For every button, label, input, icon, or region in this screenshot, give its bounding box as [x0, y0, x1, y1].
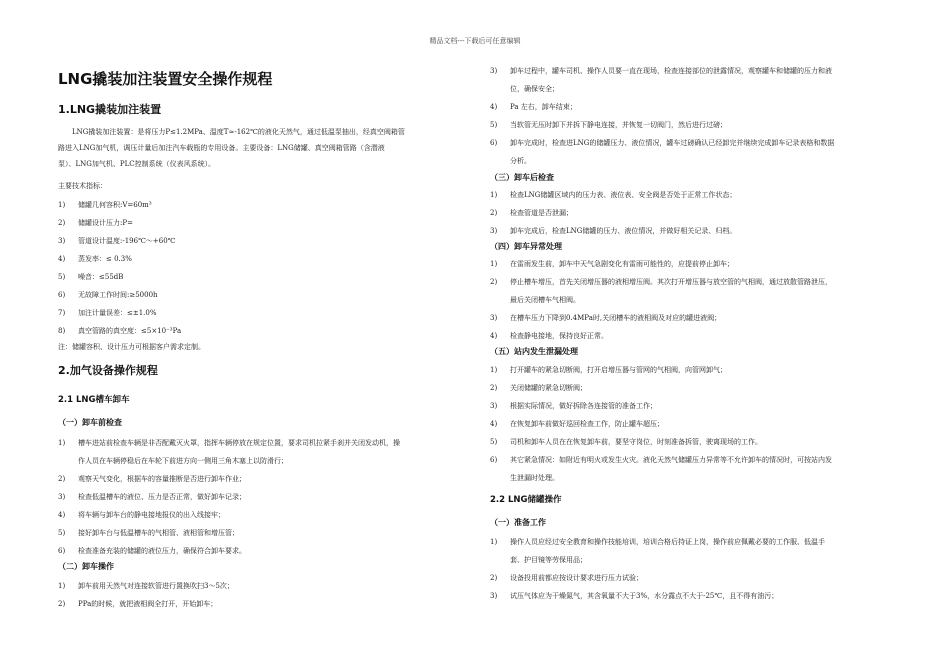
spec-item — [58, 250, 132, 268]
spec-item — [58, 214, 133, 232]
procedure-item — [490, 222, 736, 240]
group-1-heading: （一）卸车前检查 — [58, 418, 122, 427]
spec-item — [58, 232, 176, 250]
procedure-item — [58, 488, 246, 506]
item-text: Pa 左右，卸车结束； — [510, 103, 577, 111]
procedure-item — [490, 415, 664, 433]
item-number: 2) — [490, 384, 498, 392]
item-text: 接好卸车台与低温槽车的气相管、液相管和增压管； — [78, 529, 239, 537]
item-number: 3) — [490, 402, 498, 410]
item-number: 6) — [58, 547, 66, 555]
section-2-1-heading: 2.1 LNG槽车卸车 — [58, 395, 130, 405]
item-text: 检查管道是否泄漏； — [510, 209, 573, 217]
item-text: 关闭储罐的紧急切断阀； — [510, 384, 587, 392]
item-text: 设备投用前都应按设计要求进行压力试验； — [510, 574, 643, 582]
item-text: 打开罐车的紧急切断阀，打开启增压器与管网的气相阀，向管网卸气； — [510, 366, 727, 374]
item-number: 5) — [58, 529, 66, 537]
intro-paragraph-line-2: 路进入LNG加气机，调压计量后加注汽车载瓶的专用设备。主要设备：LNG储罐、真空阀箱管路（含潜液 — [58, 144, 385, 152]
item-text: 检查LNG储罐区域内的压力表、液位表、安全阀是否处于正常工作状态； — [510, 191, 737, 199]
spec-intro: 主要技术指标： — [58, 182, 107, 190]
procedure-item — [58, 470, 246, 488]
group-6-heading: （一）准备工作 — [490, 518, 546, 527]
item-number: 7) — [58, 309, 66, 317]
item-text: 检查低温槽车的液位、压力是否正常，做好卸车记录； — [78, 493, 246, 501]
item-number: 3) — [490, 67, 498, 75]
item-text: 真空管路的真空度：≤5×10⁻³Pa — [78, 327, 182, 335]
procedure-item — [490, 587, 778, 605]
item-text: 卸车完成后，检查LNG储罐的压力、液位情况，并做好相关记录、归档。 — [510, 227, 737, 235]
procedure-item — [490, 186, 736, 204]
group-2-heading: （二）卸车操作 — [58, 562, 114, 571]
item-number: 3) — [58, 237, 66, 245]
procedure-item — [490, 451, 832, 469]
item-number: 1) — [58, 201, 66, 209]
item-text: 在雷雨发生前，卸车中天气急剧变化有雷雨可能性的，应提前停止卸车； — [510, 260, 734, 268]
item-text: 卸车前用天然气对连接软管进行置换吹扫3～5次； — [78, 582, 234, 590]
procedure-item — [58, 542, 246, 560]
procedure-item-continuation: 作人员在车辆停稳后在车轮下前进方向一侧用三角木塞上以防滑行； — [78, 457, 288, 465]
item-number: 4) — [58, 511, 66, 519]
item-number: 8) — [58, 327, 66, 335]
item-number: 3) — [490, 227, 498, 235]
item-number: 5) — [490, 121, 498, 129]
item-text: 卸车完成时，检查进LNG的储罐压力、液位情况，罐车过磅确认已经卸完并继续完成卸车记录表格和数据 — [510, 139, 835, 147]
item-number: 4) — [58, 255, 66, 263]
section-2-2-heading: 2.2 LNG储罐操作 — [490, 495, 562, 505]
procedure-item-continuation: 生泄漏时处理。 — [510, 474, 559, 482]
item-number: 2) — [58, 219, 66, 227]
item-text: 观察天气变化，根据车的容量推断是否进行卸车作业； — [78, 475, 246, 483]
group-4-heading: （四）卸车异常处理 — [490, 242, 562, 251]
item-text: 操作人员应经过安全教育和操作技能培训，培训合格后持证上岗，操作前应佩戴必要的工作服、低温手 — [510, 538, 825, 546]
procedure-item — [490, 433, 762, 451]
procedure-item — [490, 379, 587, 397]
spec-item — [58, 196, 152, 214]
item-number: 4) — [490, 332, 498, 340]
item-number: 5) — [58, 273, 66, 281]
section-2-heading: 2.加气设备操作规程 — [58, 364, 158, 377]
section-1-heading: 1.LNG撬装加注装置 — [58, 103, 162, 116]
procedure-item — [490, 204, 573, 222]
spec-note: 注：储罐容积、设计压力可根据客户需求定制。 — [58, 343, 205, 351]
document-title: LNG撬装加注装置安全操作规程 — [58, 70, 273, 88]
item-number: 4) — [490, 103, 498, 111]
item-text: 在槽车压力下降到0.4MPa时,关闭槽车的液相阀及对应的罐进液阀； — [510, 314, 722, 322]
item-text: 无故障工作时间:≥5000h — [78, 291, 158, 299]
group-3-heading: （三）卸车后检查 — [490, 173, 554, 182]
item-text: 试压气体应为干燥氮气，其含氧量不大于3%，水分露点不大于-25℃，且不得有油污； — [510, 592, 779, 600]
item-text: 其它紧急情况：如附近有明火或发生火灾。液化天然气储罐压力异常等不允许卸车的情况时，可按站内发 — [510, 456, 832, 464]
item-text: 噪音：≤55dB — [78, 273, 124, 281]
item-number: 4) — [490, 420, 498, 428]
item-text: 检查准备充装的储罐的液位压力，确保符合卸车要求。 — [78, 547, 246, 555]
item-number: 6) — [58, 291, 66, 299]
item-number: 1) — [58, 582, 66, 590]
procedure-item — [490, 62, 832, 80]
item-number: 2) — [490, 574, 498, 582]
item-number: 5) — [490, 438, 498, 446]
procedure-item — [490, 273, 832, 291]
item-text: 管道设计温度:-196℃～+60℃ — [78, 237, 176, 245]
item-text: 卸车过程中，罐车司机、操作人员要一直在现场，检查连接部位的泄露情况，观察罐车和储罐的压力和液 — [510, 67, 832, 75]
item-number: 2) — [58, 600, 66, 608]
item-number: 2) — [490, 278, 498, 286]
procedure-item — [490, 361, 727, 379]
item-number: 1) — [490, 366, 498, 374]
group-5-heading: （五）站内发生泄漏处理 — [490, 347, 578, 356]
procedure-item-continuation: 最后关闭槽车气相阀。 — [510, 296, 580, 304]
procedure-item — [490, 397, 657, 415]
item-number: 3) — [490, 314, 498, 322]
item-text: 司机和卸车人员在在恢复卸车前，要坚守岗位，时刻准备拆管，驶离现场的工作。 — [510, 438, 762, 446]
item-number: 2) — [58, 475, 66, 483]
item-text: 检查静电接地，保持良好正常。 — [510, 332, 608, 340]
item-text: PPa的时候，就把液相阀全打开，开始卸车； — [78, 600, 218, 608]
item-number: 1) — [490, 538, 498, 546]
procedure-item — [490, 255, 734, 273]
procedure-item — [490, 533, 825, 551]
procedure-item — [490, 134, 834, 152]
procedure-item-continuation: 分析。 — [510, 157, 531, 165]
item-text: 根据实际情况，做好拆除各连接管的准备工作； — [510, 402, 657, 410]
procedure-item-continuation: 位，确保安全； — [510, 85, 559, 93]
intro-paragraph-line-1: LNG撬装加注装置：是将压力P≤1.2MPa、温度T≈-162℃的液化天然气，通过低温泵抽出，经真空阀箱管 — [72, 128, 405, 136]
item-number: 1) — [490, 191, 498, 199]
item-text: 在恢复卸车前做好巡回检查工作，防止罐车超压； — [510, 420, 664, 428]
procedure-item — [58, 577, 234, 595]
procedure-item — [58, 434, 400, 452]
procedure-item — [490, 327, 608, 345]
item-number: 1) — [58, 439, 66, 447]
item-text: 加注计量误差：≤±1.0% — [78, 309, 157, 317]
spec-item — [58, 286, 158, 304]
procedure-item — [58, 524, 239, 542]
procedure-item — [490, 98, 577, 116]
spec-item — [58, 304, 157, 322]
item-text: 当软管无压时卸下并拆下静电连接，并恢复一切阀门，然后进行过磅； — [510, 121, 727, 129]
item-text: 停止槽车增压，首先关闭增压器的液相增压阀。其次打开增压器与放空管的气相阀，通过放散管路泄压， — [510, 278, 832, 286]
item-text: 储罐设计压力:P= — [78, 219, 133, 227]
spec-item — [58, 268, 123, 286]
item-number: 6) — [490, 139, 498, 147]
item-text: 槽车进站前检查车辆是非否配戴灭火罩，指挥车辆停放在规定位置，要求司机拉紧手刹并关闭发动机，操 — [78, 439, 400, 447]
item-text: 储罐几何容积:V=60m³ — [78, 201, 152, 209]
procedure-item — [490, 569, 643, 587]
procedure-item — [58, 595, 217, 613]
procedure-item — [490, 309, 721, 327]
item-number: 6) — [490, 456, 498, 464]
spec-item — [58, 322, 181, 340]
page-header: 精品文档---下载后可任意编辑 — [429, 37, 521, 45]
procedure-item — [490, 116, 727, 134]
item-number: 2) — [490, 209, 498, 217]
procedure-item — [58, 506, 225, 524]
item-text: 将车辆与卸车台的静电接地报仪的出入线接牢； — [78, 511, 225, 519]
item-number: 3) — [58, 493, 66, 501]
procedure-item-continuation: 套、护目镜等劳保用品； — [510, 556, 587, 564]
item-number: 3) — [490, 592, 498, 600]
item-text: 蒸发率：≤ 0.3% — [78, 255, 132, 263]
intro-paragraph-line-3: 泵）、LNG加气机、PLC控制系统（仪表风系统）。 — [58, 160, 216, 168]
item-number: 1) — [490, 260, 498, 268]
